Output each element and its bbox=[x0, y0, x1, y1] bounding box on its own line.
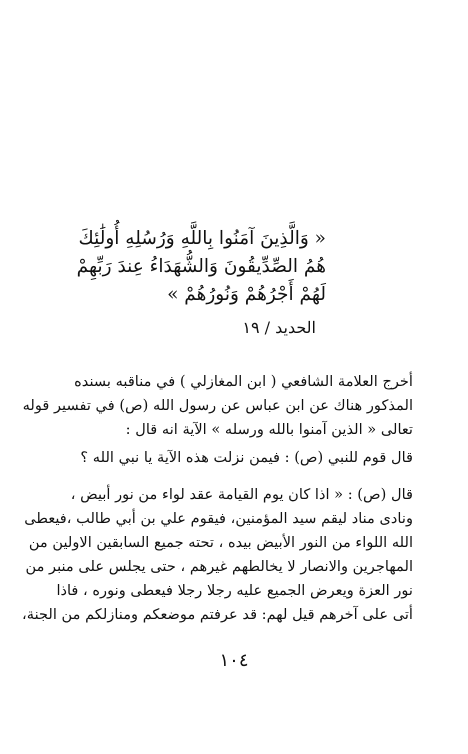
paragraph-3-line-3: الله اللواء من النور الأبيض بيده ، تحته جميع السابقين الاولين من bbox=[28, 534, 413, 551]
paragraph-2: قال قوم للنبي (ص) : فيمن نزلت هذه الآية يا نبي الله ؟ bbox=[80, 449, 413, 466]
paragraph-1-line-3: تعالى « الذين آمنوا بالله ورسله » الآية انه قال : bbox=[125, 421, 413, 438]
paragraph-3-line-2: ونادى مناد ليقم سيد المؤمنين، فيقوم علي بن أبي طالب ،فيعطى bbox=[24, 510, 413, 527]
paragraph-1-line-1: أخرج العلامة الشافعي ( ابن المغازلي ) في مناقبه بسنده bbox=[74, 373, 413, 390]
paragraph-3-line-5: نور العزة ويعرض الجميع عليه رجلا رجلا فيعطى ونوره ، فاذا bbox=[56, 582, 413, 599]
verse-line-2: هُمُ الصِّدِّيقُونَ وَالشُّهَدَاءُ عِندَ رَبِّهِمْ bbox=[76, 256, 326, 277]
paragraph-3-line-6: أتى على آخرهم قيل لهم: قد عرفتم موضعكم ومنازلكم من الجنة، bbox=[22, 606, 413, 623]
verse-line-3: لَهُمْ أَجْرُهُمْ وَنُورُهُمْ » bbox=[167, 284, 326, 305]
paragraph-1-line-2: المذكور هناك عن ابن عباس عن رسول الله (ص) في تفسير قوله bbox=[22, 397, 413, 414]
verse-line-1: « وَالَّذِينَ آمَنُوا بِاللَّهِ وَرُسُلِهِ أُولَٰئِكَ bbox=[78, 228, 326, 249]
page-number: ١٠٤ bbox=[219, 650, 249, 671]
paragraph-3-line-1: قال (ص) : « اذا كان يوم القيامة عقد لواء من نور أبيض ، bbox=[70, 486, 413, 503]
verse-reference: الحديد / ١٩ bbox=[242, 318, 316, 337]
paragraph-3-line-4: المهاجرين والانصار لا يخالطهم غيرهم ، حتى يجلس على منبر من bbox=[25, 558, 413, 575]
